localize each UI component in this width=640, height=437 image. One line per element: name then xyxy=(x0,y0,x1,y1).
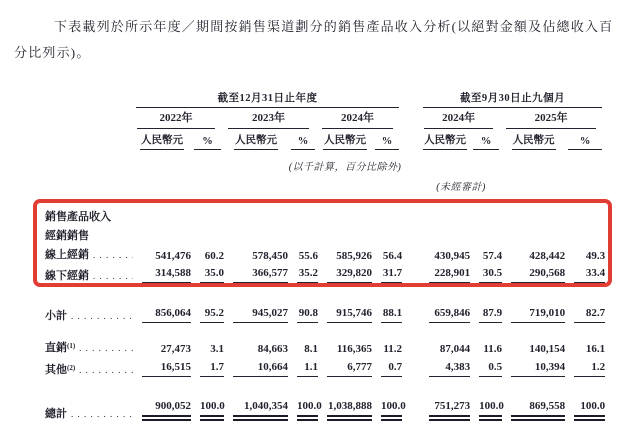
cell-value: 719,010 xyxy=(511,307,565,323)
table-row-subtotal xyxy=(30,299,605,323)
cell-value: 35.0 xyxy=(200,267,224,283)
cell-value: 100.0 xyxy=(297,400,318,421)
cell-value: 60.2 xyxy=(204,250,224,262)
cell-value: 55.6 xyxy=(298,250,318,262)
cell-value: 35.2 xyxy=(297,267,318,283)
revenue-by-channel-table xyxy=(30,90,605,421)
cell-value: 87,044 xyxy=(439,343,471,355)
leader-dots xyxy=(75,343,133,354)
cell-value: 116,365 xyxy=(336,343,372,355)
leader-dots xyxy=(67,311,133,322)
unit-currency: 人民幣元 xyxy=(234,132,278,150)
unit-percent: % xyxy=(194,136,221,150)
unit-percent: % xyxy=(291,136,315,150)
cell-value: 751,273 xyxy=(429,400,470,421)
unit-currency: 人民幣元 xyxy=(323,132,367,150)
cell-value: 945,027 xyxy=(233,307,288,323)
cell-value: 140,154 xyxy=(529,343,566,355)
cell-value: 100.0 xyxy=(574,400,605,421)
cell-value: 0.5 xyxy=(479,361,502,377)
leader-dots xyxy=(75,365,133,376)
cell-value: 84,663 xyxy=(257,343,288,355)
unit-currency: 人民幣元 xyxy=(140,132,184,150)
cell-value: 869,558 xyxy=(511,400,565,421)
cell-value: 4,383 xyxy=(429,361,470,377)
cell-value: 3.1 xyxy=(210,343,224,355)
units-note-row xyxy=(30,150,605,173)
cell-value: 88.1 xyxy=(381,307,402,323)
row-label: 線上經銷 xyxy=(45,249,89,261)
table-row-offline-distribution xyxy=(30,262,605,283)
period-header-interim: 截至9月30日止九個月 xyxy=(423,90,602,108)
cell-value: 0.7 xyxy=(381,361,402,377)
unit-percent: % xyxy=(473,136,499,150)
leader-dots xyxy=(89,271,133,282)
cell-value: 290,568 xyxy=(511,267,565,283)
cell-value: 1,040,354 xyxy=(233,400,288,421)
table-row-others xyxy=(30,355,605,377)
note-unaudited: (未經審計) xyxy=(436,182,486,193)
unit-currency: 人民幣元 xyxy=(512,132,556,150)
cell-value: 95.2 xyxy=(200,307,224,323)
cell-value: 57.4 xyxy=(482,250,503,262)
cell-value: 228,901 xyxy=(429,267,470,283)
cell-value: 856,064 xyxy=(142,307,191,323)
cell-value: 6,777 xyxy=(327,361,372,377)
cell-value: 56.4 xyxy=(382,250,403,262)
group-label-sales-revenue: 銷售產品收入 xyxy=(45,211,111,223)
cell-value: 82.7 xyxy=(574,307,605,323)
cell-value: 27,473 xyxy=(160,343,191,355)
row-label: 線下經銷 xyxy=(45,270,89,282)
row-label: 小計 xyxy=(45,310,67,322)
cell-value: 366,577 xyxy=(233,267,288,283)
cell-value: 428,442 xyxy=(529,250,566,262)
cell-value: 87.9 xyxy=(479,307,502,323)
row-label: 直銷 xyxy=(45,342,67,354)
cell-value: 585,926 xyxy=(336,250,372,262)
cell-value: 100.0 xyxy=(200,400,224,421)
cell-value: 915,746 xyxy=(327,307,372,323)
group-header-row xyxy=(30,206,605,224)
table-row-online-distribution xyxy=(30,243,605,262)
period-header-annual: 截至12月31日止年度 xyxy=(136,90,399,108)
intro-paragraph: 下表載列於所示年度／期間按銷售渠道劃分的銷售產品收入分析(以絕對金額及佔總收入百分比列示)。 xyxy=(14,19,614,60)
cell-value: 16,515 xyxy=(142,361,191,377)
leader-dots xyxy=(67,409,133,420)
cell-value: 100.0 xyxy=(479,400,502,421)
unit-percent: % xyxy=(568,136,602,150)
cell-value: 10,664 xyxy=(233,361,288,377)
unit-percent: % xyxy=(375,136,399,150)
cell-value: 30.5 xyxy=(479,267,502,283)
cell-value: 659,846 xyxy=(429,307,470,323)
cell-value: 1.7 xyxy=(200,361,224,377)
cell-value: 314,588 xyxy=(142,267,191,283)
footnote-marker: (2) xyxy=(67,364,76,372)
footnote-marker: (1) xyxy=(67,342,76,350)
cell-value: 100.0 xyxy=(381,400,402,421)
row-label: 其他 xyxy=(45,364,67,376)
unit-currency: 人民幣元 xyxy=(423,132,467,150)
cell-value: 11.6 xyxy=(483,343,503,355)
note-units: (以千計算，百分比除外) xyxy=(288,162,402,173)
cell-value: 900,052 xyxy=(142,400,191,421)
year-2024: 2024年 xyxy=(322,109,393,129)
cell-value: 31.7 xyxy=(381,267,402,283)
table-row-direct-sales xyxy=(30,336,605,355)
year-2022: 2022年 xyxy=(137,109,215,129)
cell-value: 329,820 xyxy=(327,267,372,283)
cell-value: 16.1 xyxy=(585,343,606,355)
cell-value: 49.3 xyxy=(585,250,606,262)
year-2023: 2023年 xyxy=(228,109,309,129)
cell-value: 11.2 xyxy=(383,343,403,355)
year-header-row xyxy=(30,108,605,129)
period-header-row xyxy=(30,90,605,108)
unit-header-row xyxy=(30,129,605,150)
cell-value: 1,038,888 xyxy=(327,400,372,421)
cell-value: 578,450 xyxy=(252,250,288,262)
unaudited-note-row xyxy=(30,173,605,193)
leader-dots xyxy=(89,250,133,261)
table-row-total xyxy=(30,391,605,421)
cell-value: 1.2 xyxy=(574,361,605,377)
row-label: 總計 xyxy=(45,408,67,420)
cell-value: 90.8 xyxy=(297,307,318,323)
cell-value: 430,945 xyxy=(434,250,471,262)
cell-value: 541,476 xyxy=(155,250,191,262)
cell-value: 8.1 xyxy=(304,343,318,355)
group-header-row xyxy=(30,224,605,243)
year-2024-interim: 2024年 xyxy=(424,109,493,129)
cell-value: 10,394 xyxy=(511,361,565,377)
cell-value: 33.4 xyxy=(574,267,605,283)
group-label-distribution-sales: 經銷銷售 xyxy=(45,230,89,242)
cell-value: 1.1 xyxy=(297,361,318,377)
year-2025-interim: 2025年 xyxy=(506,109,596,129)
